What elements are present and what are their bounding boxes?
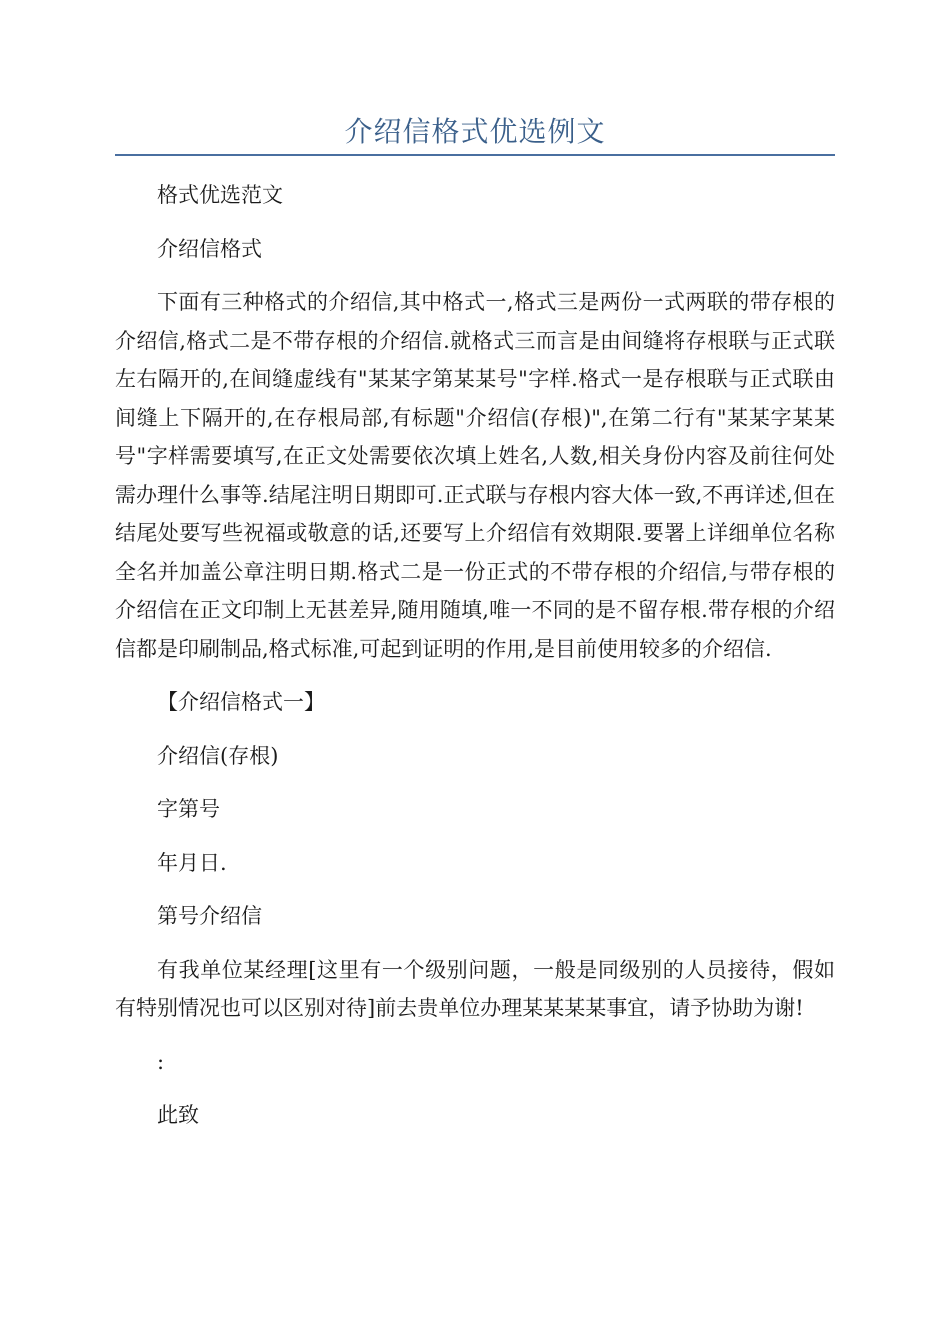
document-body xyxy=(115,176,835,1150)
paragraph: 下面有三种格式的介绍信,其中格式一,格式三是两份一式两联的带存根的介绍信,格式二是不带存根的介绍信.就格式三而言是由间缝将存根联与正式联左右隔开的,在间缝虚线有"某某字第某某号"字样.格式一是存根联与正式联由间缝上下隔开的,在存根局部,有标题"介绍信(存根)",在第二行有"某某字某某号"字样需要填写,在正文处需要依次填上姓名,人数,相关身份内容及前往何处需办理什么事等.结尾注明日期即可.正式联与存根内容大体一致,不再详述,但在结尾处要写些祝福或敬意的话,还要写上介绍信有效期限.要署上详细单位名称全名并加盖公章注明日期.格式二是一份正式的不带存根的介绍信,与带存根的介绍信在正文印制上无甚差异,随用随填,唯一不同的是不留存根.带存根的介绍信都是印刷制品,格式标准,可起到证明的作用,是目前使用较多的介绍信. xyxy=(115,290,835,661)
paragraph: 年月日. xyxy=(157,850,227,875)
paragraph: : xyxy=(157,1049,165,1074)
paragraph: 介绍信格式 xyxy=(157,236,262,261)
paragraph: 格式优选范文 xyxy=(157,183,283,207)
paragraph: 第号介绍信 xyxy=(157,904,262,928)
paragraph: 介绍信(存根) xyxy=(157,743,279,768)
paragraph: 字第号 xyxy=(157,797,220,821)
paragraph: 【介绍信格式一】 xyxy=(157,690,325,714)
paragraph: 有我单位某经理[这里有一个级别问题，一般是同级别的人员接待，假如有特别情况也可以区别对待]前去贵单位办理某某某某事宜，请予协助为谢! xyxy=(115,957,835,1020)
document-title: 介绍信格式优选例文 xyxy=(344,115,606,148)
title-underline xyxy=(115,154,835,156)
paragraph: 此致 xyxy=(157,1103,199,1127)
